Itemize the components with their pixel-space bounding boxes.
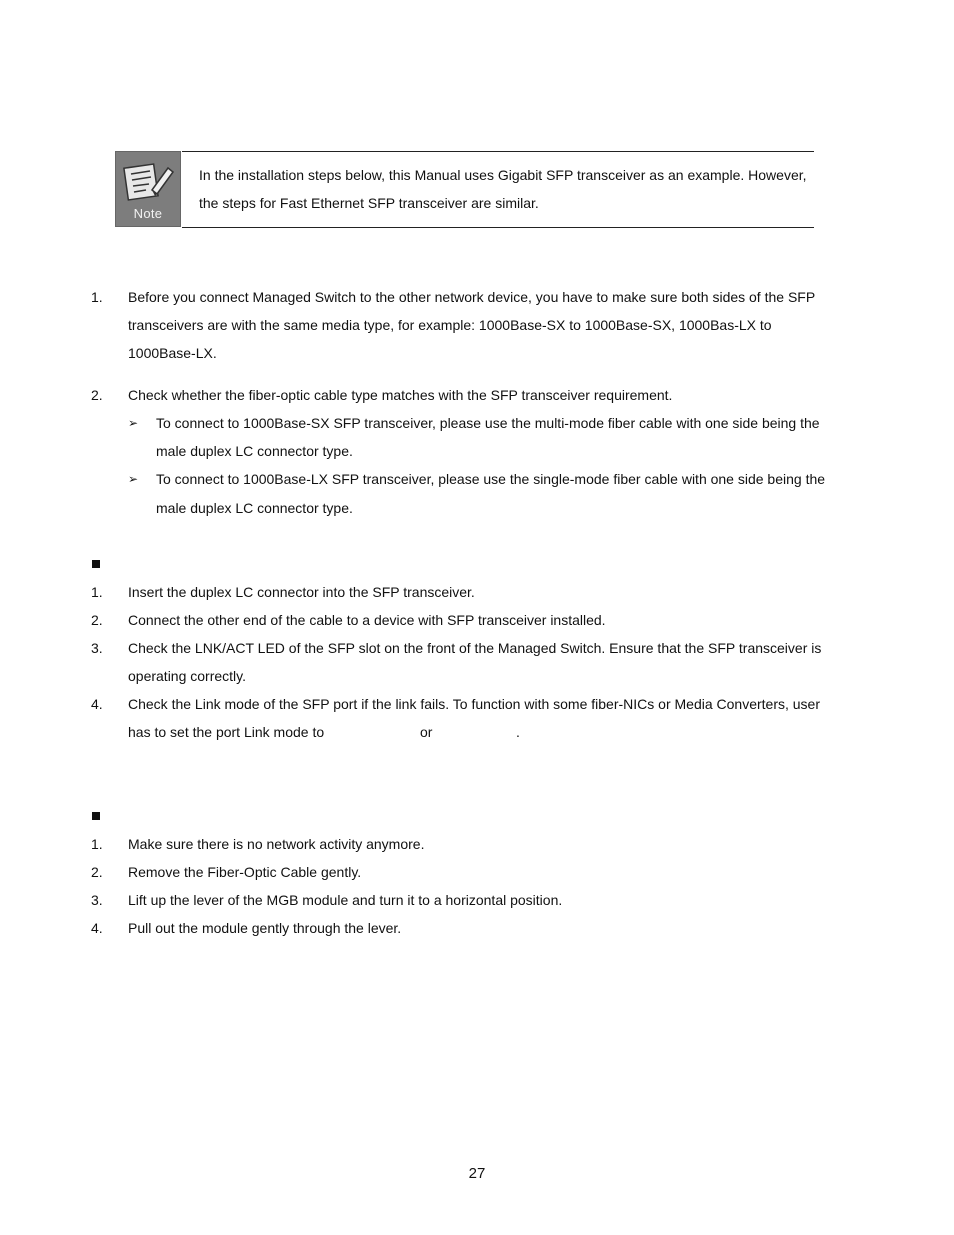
list-text: Before you connect Managed Switch to the other network device, you have to make sure both sides of the SFP (128, 289, 816, 305)
list-text: transceivers are with the same media type, for example: 1000Base-SX to 1000Base-SX, 1000Bas-LX to (128, 317, 772, 333)
list-text: Check whether the fiber-optic cable type matches with the SFP transceiver requirement. (128, 387, 673, 403)
sub-item-text: To connect to 1000Base-SX SFP transceiver, please use the multi-mode fiber cable with one side being the (156, 415, 820, 431)
list-text: Check the LNK/ACT LED of the SFP slot on the front of the Managed Switch. Ensure that the SFP transceiver is (128, 640, 822, 656)
list-text: 1000Base-LX. (128, 345, 217, 361)
sub-item-text: male duplex LC connector type. (156, 500, 353, 516)
list-text: or (420, 724, 433, 740)
list-number: 3. (91, 640, 103, 656)
list-number: 4. (91, 920, 103, 936)
list-text: Insert the duplex LC connector into the SFP transceiver. (128, 584, 475, 600)
list-text: Remove the Fiber-Optic Cable gently. (128, 864, 362, 880)
list-text: Check the Link mode of the SFP port if the link fails. To function with some fiber-NICs or Media Converters, user (128, 696, 821, 712)
sub-item-text: male duplex LC connector type. (156, 443, 353, 459)
page-number: 27 (468, 1165, 486, 1182)
list-number: 2. (91, 612, 103, 628)
list-number: 1. (91, 836, 103, 852)
list-text: . (516, 724, 520, 740)
list-text: Lift up the lever of the MGB module and turn it to a horizontal position. (128, 892, 563, 908)
sub-item-text: To connect to 1000Base-LX SFP transceiver, please use the single-mode fiber cable with one side being the (156, 471, 826, 487)
section-square-bullet-icon (92, 560, 100, 568)
list-text: Connect the other end of the cable to a device with SFP transceiver installed. (128, 612, 606, 628)
note-line: In the installation steps below, this Manual uses Gigabit SFP transceiver as an example. However, (199, 167, 807, 183)
list-number: 2. (91, 387, 103, 403)
arrow-bullet-icon: ➢ (128, 472, 139, 486)
list-number: 3. (91, 892, 103, 908)
note-pencil-icon (122, 160, 176, 204)
note-line: the steps for Fast Ethernet SFP transceiver are similar. (199, 195, 539, 211)
list-text: Make sure there is no network activity anymore. (128, 836, 425, 852)
section-square-bullet-icon (92, 812, 100, 820)
list-number: 1. (91, 289, 103, 305)
note-top-rule (182, 151, 814, 152)
list-number: 1. (91, 584, 103, 600)
list-text: has to set the port Link mode to (128, 724, 325, 740)
list-number: 4. (91, 696, 103, 712)
note-bottom-rule (182, 227, 814, 228)
note-icon (115, 151, 181, 227)
list-number: 2. (91, 864, 103, 880)
note-text (199, 161, 819, 217)
note-label: Note (133, 206, 163, 221)
list-text: Pull out the module gently through the lever. (128, 920, 402, 936)
list-text: operating correctly. (128, 668, 247, 684)
arrow-bullet-icon: ➢ (128, 416, 139, 430)
